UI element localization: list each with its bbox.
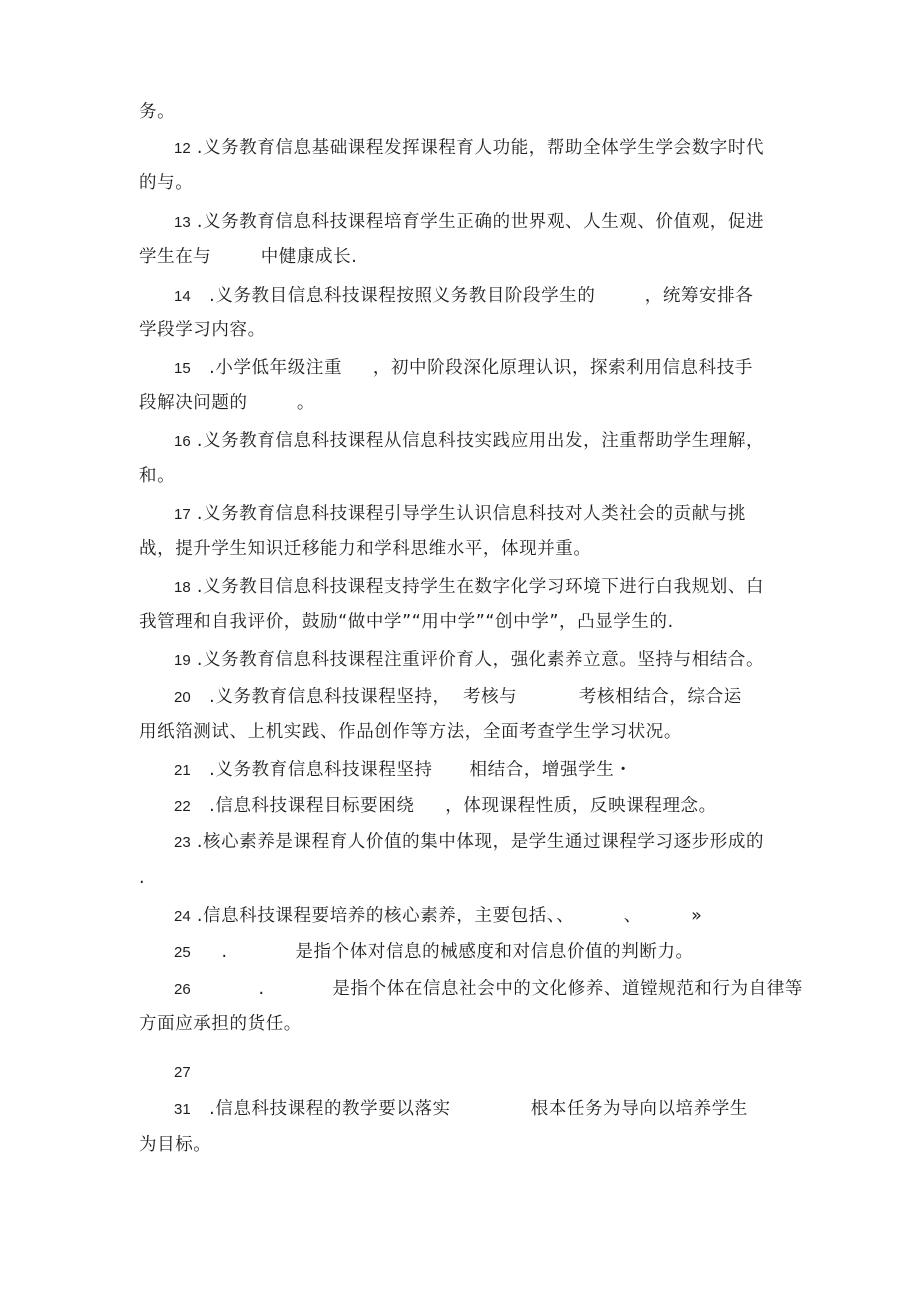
item-number: 24: [174, 908, 191, 925]
numbered-item: 15 .小学低年级注重 ，初中阶段深化原理认识，探索利用信息科技手: [174, 356, 753, 381]
numbered-item: 24 .信息科技课程要培养的核心素养，主要包括、、 、 »: [174, 904, 702, 929]
item-number: 12: [174, 140, 191, 157]
numbered-item: 17 .义务教育信息科技课程引导学生认识信息科技对人类社会的贡献与挑: [174, 502, 746, 527]
numbered-item: 16 .义务教育信息科技课程从信息科技实践应用出发，注重帮助学生理解，: [174, 429, 764, 454]
text-line: .: [139, 868, 146, 888]
numbered-item: 22 .信息科技课程目标要困绕 ，体现课程性质，反映课程理念。: [174, 794, 717, 819]
text-line: 为目标。: [139, 1135, 212, 1155]
text-line: 战，提升学生知识迁移能力和学科思维水平，体现并重。: [139, 539, 592, 559]
numbered-item: 31 .信息科技课程的教学要以落实 根本任务为导向以培养学生: [174, 1097, 748, 1122]
numbered-item: 25 . 是指个体对信息的械感度和对信息价值的判断力。: [174, 940, 694, 965]
item-number: 17: [174, 506, 191, 523]
text-line: 我管理和自我评价，鼓励“做中学”“用中学”“创中学”，凸显学生的.: [139, 612, 674, 632]
item-number: 22: [174, 798, 191, 815]
item-number: 13: [174, 214, 191, 231]
item-number: 26: [174, 981, 191, 998]
item-number: 23: [174, 834, 191, 851]
text-line: 的与。: [139, 173, 194, 193]
numbered-item: 18 .义务教目信息科技课程支持学生在数字化学习环境下进行白我规划、白: [174, 575, 764, 600]
text-line: 段解决问题的 。: [139, 393, 316, 413]
numbered-item: 12 .义务教育信息基础课程发挥课程育人功能，帮助全体学生学会数字时代: [174, 136, 764, 161]
text-line: 学段学习内容。: [139, 320, 266, 340]
text-line: 和。: [139, 466, 176, 486]
item-number: 25: [174, 944, 191, 961]
text-line: 学生在与 中健康成长.: [139, 247, 358, 267]
item-number: 16: [174, 433, 191, 450]
item-number: 31: [174, 1101, 191, 1118]
item-number: 19: [174, 652, 191, 669]
text-line: 方面应承担的货任。: [139, 1014, 302, 1034]
item-number: 15: [174, 360, 191, 377]
item-number: 18: [174, 579, 191, 596]
numbered-item: 26 . 是指个体在信息社会中的文化修养、道镗规范和行为自律等: [174, 977, 803, 1002]
numbered-item: 23 .核心素养是课程育人价值的集中体现，是学生通过课程学习逐步形成的: [174, 830, 764, 855]
item-number: 14: [174, 288, 191, 305]
item-number: 27: [174, 1064, 191, 1081]
text-line: 务。: [139, 102, 176, 122]
item-number: 20: [174, 689, 191, 706]
numbered-item: [174, 1060, 191, 1085]
numbered-item: 21 .义务教育信息科技课程坚持 相结合，增强学生・: [174, 758, 632, 783]
numbered-item: 13 .义务教育信息科技课程培育学生正确的世界观、人生观、价值观，促进: [174, 210, 764, 235]
numbered-item: 19 .义务教育信息科技课程注重评价育人，强化素养立意。坚持与相结合。: [174, 648, 764, 673]
text-line: 用纸箔测试、上机实践、作品创作等方法，全面考查学生学习状况。: [139, 722, 682, 742]
numbered-item: 20 .义务教育信息科技课程坚持， 考核与 考核相结合，综合运: [174, 685, 742, 710]
item-number: 21: [174, 762, 191, 779]
numbered-item: 14 .义务教目信息科技课程按照义务教目阶段学生的 ，统筹安排各: [174, 284, 753, 309]
